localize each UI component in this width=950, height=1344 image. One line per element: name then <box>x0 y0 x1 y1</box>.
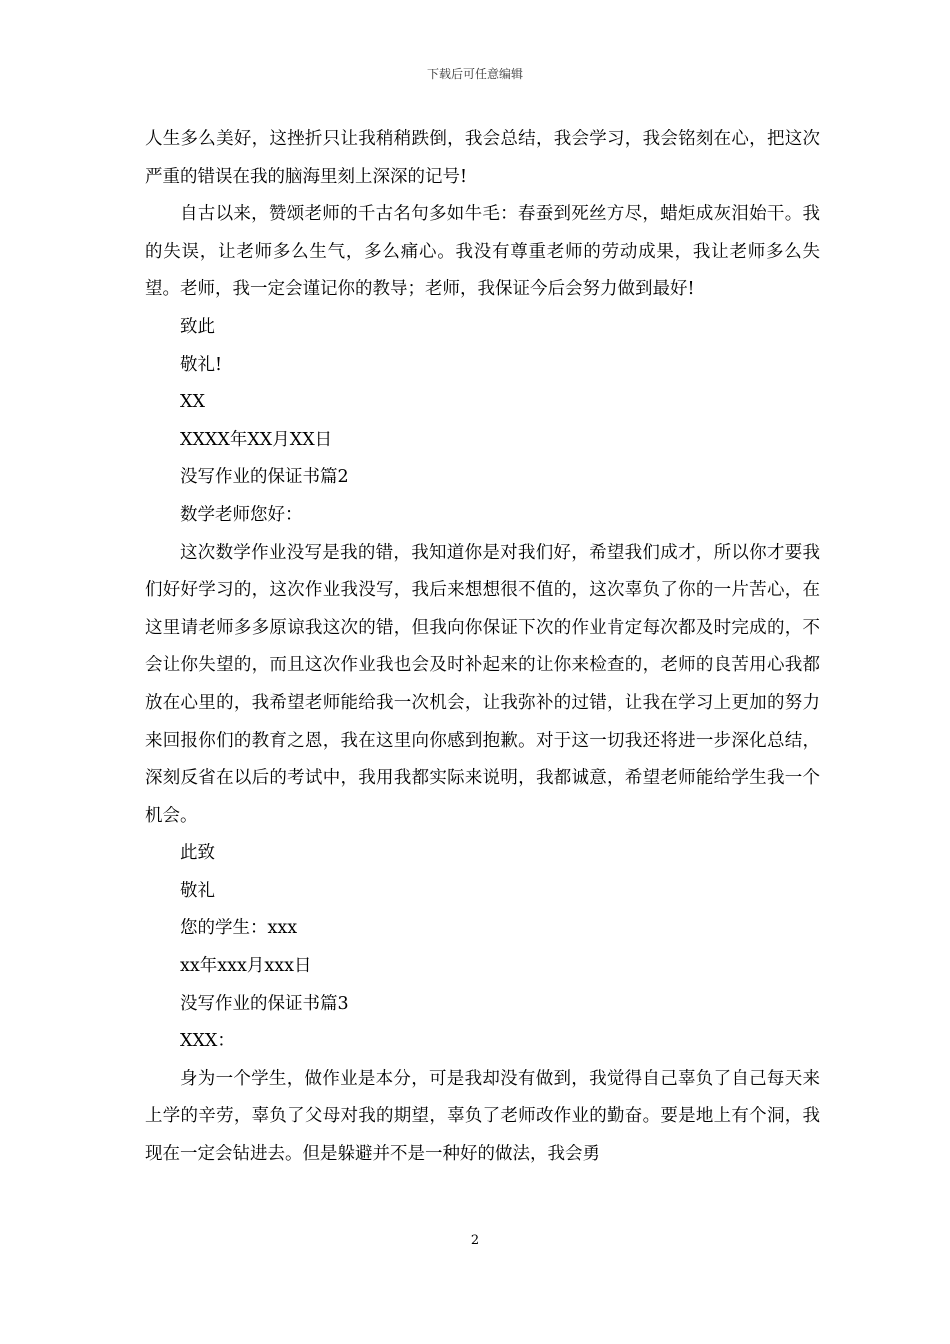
salutation-2: 数学老师您好： <box>180 504 303 525</box>
section-title-2: 没写作业的保证书篇2 <box>180 467 349 488</box>
signature-date-2: xx年xxx月xxx日 <box>180 956 312 977</box>
paragraph-2: 自古以来，赞颂老师的千古名句多如牛毛：春蚕到死丝方尽，蜡炬成灰泪始干。我的失误，让老师多么生气，多么痛心。我没有尊重老师的劳动成果，我让老师多么失望。老师，我一定会谨记你的教导；老师，我保证今后会努力做到最好! <box>145 204 820 300</box>
paragraph-1: 人生多么美好，这挫折只让我稍稍跌倒，我会总结，我会学习，我会铭刻在心，把这次严重的错误在我的脑海里刻上深深的记号! <box>145 129 820 187</box>
signature-name: XX <box>180 392 205 413</box>
page-header: 下载后可任意编辑 <box>426 67 523 81</box>
section-title-3: 没写作业的保证书篇3 <box>180 993 349 1014</box>
closing-cizhi: 此致 <box>180 843 215 864</box>
paragraph-body-3: 身为一个学生，做作业是本分，可是我却没有做到，我觉得自己辜负了自己每天来上学的辛劳，辜负了父母对我的期望，辜负了老师改作业的勤奋。要是地上有个洞，我现在一定会钻进去。但是躲避并不是一种好的做法，我会勇 <box>145 1068 820 1165</box>
closing-zhici: 致此 <box>180 316 215 337</box>
paragraph-body-2: 这次数学作业没写是我的错，我知道你是对我们好，希望我们成才，所以你才要我们好好学习的，这次作业我没写，我后来想想很不值的，这次辜负了你的一片苦心，在这里请老师多多原谅我这次的错，但我向你保证下次的作业肯定每次都及时完成的，不会让你失望的，而且这次作业我也会及时补起来的让你来检查的，老师的良苦用心我都放在心里的，我希望老师能给我一次机会，让我弥补的过错，让我在学习上更加的努力来回报你们的教育之恩，我在这里向你感到抱歉。对于这一切我还将进一步深化总结，深刻反省在以后的考试中，我用我都实际来说明，我都诚意，希望老师能给学生我一个机会。 <box>145 542 820 826</box>
salutation-3: XXX： <box>180 1031 235 1052</box>
document-body <box>145 121 820 1174</box>
signature-date: XXXX年XX月XX日 <box>180 429 333 450</box>
closing-jingli: 敬礼! <box>180 354 223 375</box>
signature-student: 您的学生：xxx <box>180 918 298 939</box>
page-number: 2 <box>470 1233 480 1248</box>
closing-jingli-2: 敬礼 <box>180 880 215 901</box>
